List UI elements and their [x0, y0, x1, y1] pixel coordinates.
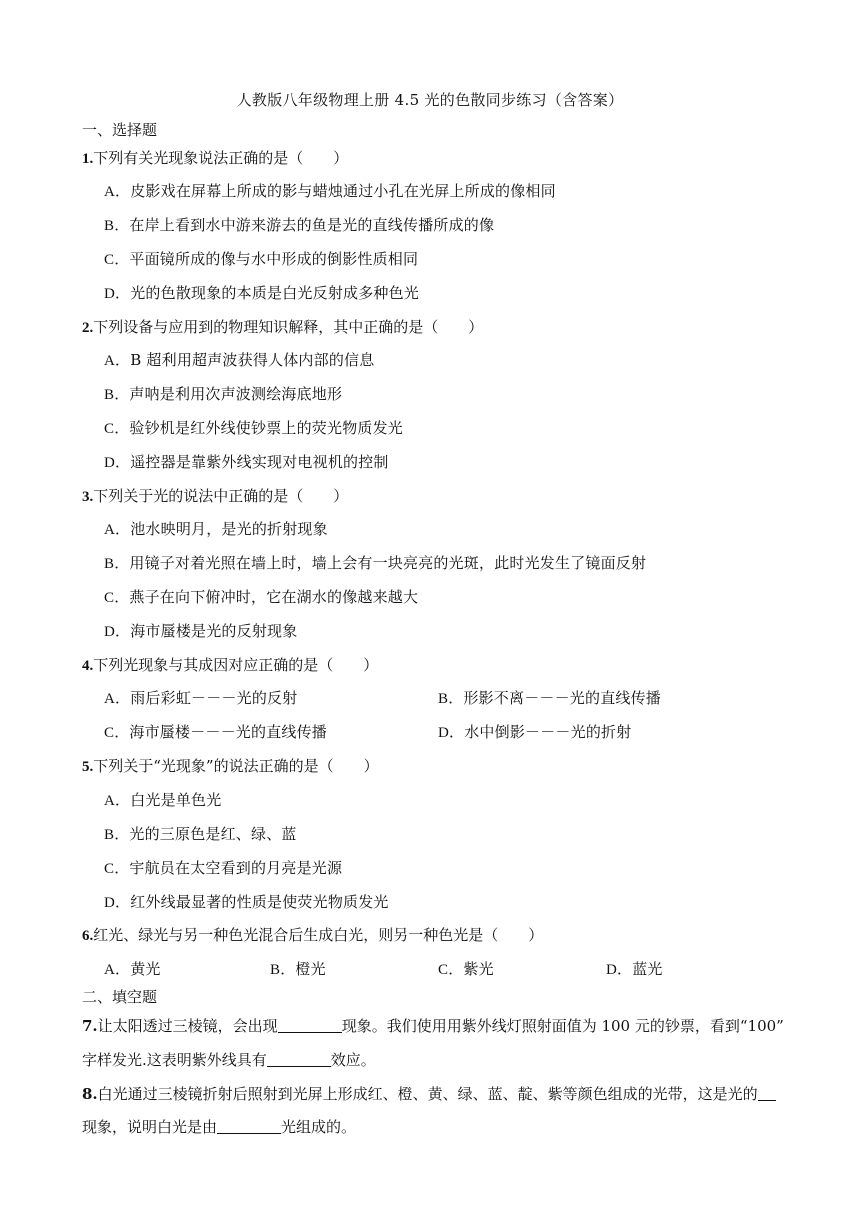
q4-option-c: C．海市蜃楼－－－光的直线传播	[104, 723, 328, 741]
page-title: 人教版八年级物理上册 4.5 光的色散同步练习（含答案）	[236, 91, 624, 109]
answer-blank[interactable]	[758, 1086, 776, 1101]
question-stem: 下列有关光现象说法正确的是（ ）	[93, 149, 349, 167]
answer-blank[interactable]	[267, 1052, 331, 1067]
q2-option-d: D．遥控器是靠紫外线实现对电视机的控制	[104, 453, 389, 471]
q5-option-b: B．光的三原色是红、绿、蓝	[104, 825, 297, 843]
q4-option-a: A．雨后彩虹－－－光的反射	[104, 689, 298, 707]
q5-option-a: A．白光是单色光	[104, 791, 222, 809]
question-number: 3.	[82, 489, 94, 505]
q2-option-b: B．声呐是利用次声波测绘海底地形	[104, 385, 343, 403]
q6-option-b: B．橙光	[270, 960, 326, 978]
question-number: 6.	[82, 928, 94, 944]
q2-option-a: A．B 超利用超声波获得人体内部的信息	[104, 351, 375, 369]
question-6	[82, 924, 543, 945]
q5-option-c: C．宇航员在太空看到的月亮是光源	[104, 859, 343, 877]
question-number: 1.	[82, 151, 94, 167]
q3-option-b: B．用镜子对着光照在墙上时，墙上会有一块亮亮的光斑，此时光发生了镜面反射	[104, 554, 647, 572]
question-stem: 红光、绿光与另一种色光混合后生成白光，则另一种色光是（ ）	[93, 926, 544, 944]
question-number: 2.	[82, 320, 94, 336]
question-stem: 下列关于光的说法中正确的是（ ）	[93, 487, 349, 505]
section-heading-fill: 二、填空题	[82, 988, 158, 1006]
q2-option-c: C．验钞机是红外线使钞票上的荧光物质发光	[104, 419, 404, 437]
q4-option-d: D．水中倒影－－－光的折射	[438, 723, 632, 741]
question-7-continued: 字样发光.这表明紫外线具有 效应。	[82, 1051, 376, 1069]
q5-option-d: D．红外线最显著的性质是使荧光物质发光	[104, 893, 389, 911]
q4-option-b: B．形影不离－－－光的直线传播	[438, 689, 662, 707]
question-2	[82, 316, 483, 337]
question-4	[82, 654, 378, 675]
q1-option-b: B．在岸上看到水中游来游去的鱼是光的直线传播所成的像	[104, 216, 495, 234]
q3-option-d: D．海市蜃楼是光的反射现象	[104, 622, 298, 640]
question-5	[82, 755, 379, 776]
question-1	[82, 147, 348, 168]
question-stem: 下列设备与应用到的物理知识解释，其中正确的是（ ）	[93, 318, 484, 336]
question-8: 8.白光通过三棱镜折射后照射到光屏上形成红、橙、黄、绿、蓝、靛、紫等颜色组成的光带，这是光的	[82, 1083, 776, 1104]
question-number: 8.	[82, 1085, 98, 1103]
q6-option-a: A．黄光	[104, 960, 161, 978]
question-number: 4.	[82, 658, 94, 674]
question-3	[82, 485, 348, 506]
question-8-continued: 现象，说明白光是由 光组成的。	[82, 1118, 357, 1136]
answer-blank[interactable]	[278, 1018, 342, 1033]
question-number: 7.	[82, 1017, 98, 1035]
q6-option-c: C．紫光	[438, 960, 494, 978]
question-stem: 下列光现象与其成因对应正确的是（ ）	[93, 656, 379, 674]
answer-blank[interactable]	[217, 1119, 281, 1134]
q1-option-d: D．光的色散现象的本质是白光反射成多种色光	[104, 284, 420, 302]
q1-option-a: A．皮影戏在屏幕上所成的影与蜡烛通过小孔在光屏上所成的像相同	[104, 182, 556, 200]
question-stem: 下列关于“光现象”的说法正确的是（ ）	[93, 757, 379, 775]
question-number: 5.	[82, 759, 94, 775]
q1-option-c: C．平面镜所成的像与水中形成的倒影性质相同	[104, 250, 419, 268]
question-7: 7.让太阳透过三棱镜，会出现 现象。我们使用用紫外线灯照射面值为 100 元的钞票，看到“100”	[82, 1017, 784, 1035]
q3-option-a: A．池水映明月，是光的折射现象	[104, 520, 328, 538]
q3-option-c: C．燕子在向下俯冲时，它在湖水的像越来越大	[104, 588, 419, 606]
section-heading-choice: 一、选择题	[82, 121, 158, 139]
q6-option-d: D．蓝光	[606, 960, 663, 978]
